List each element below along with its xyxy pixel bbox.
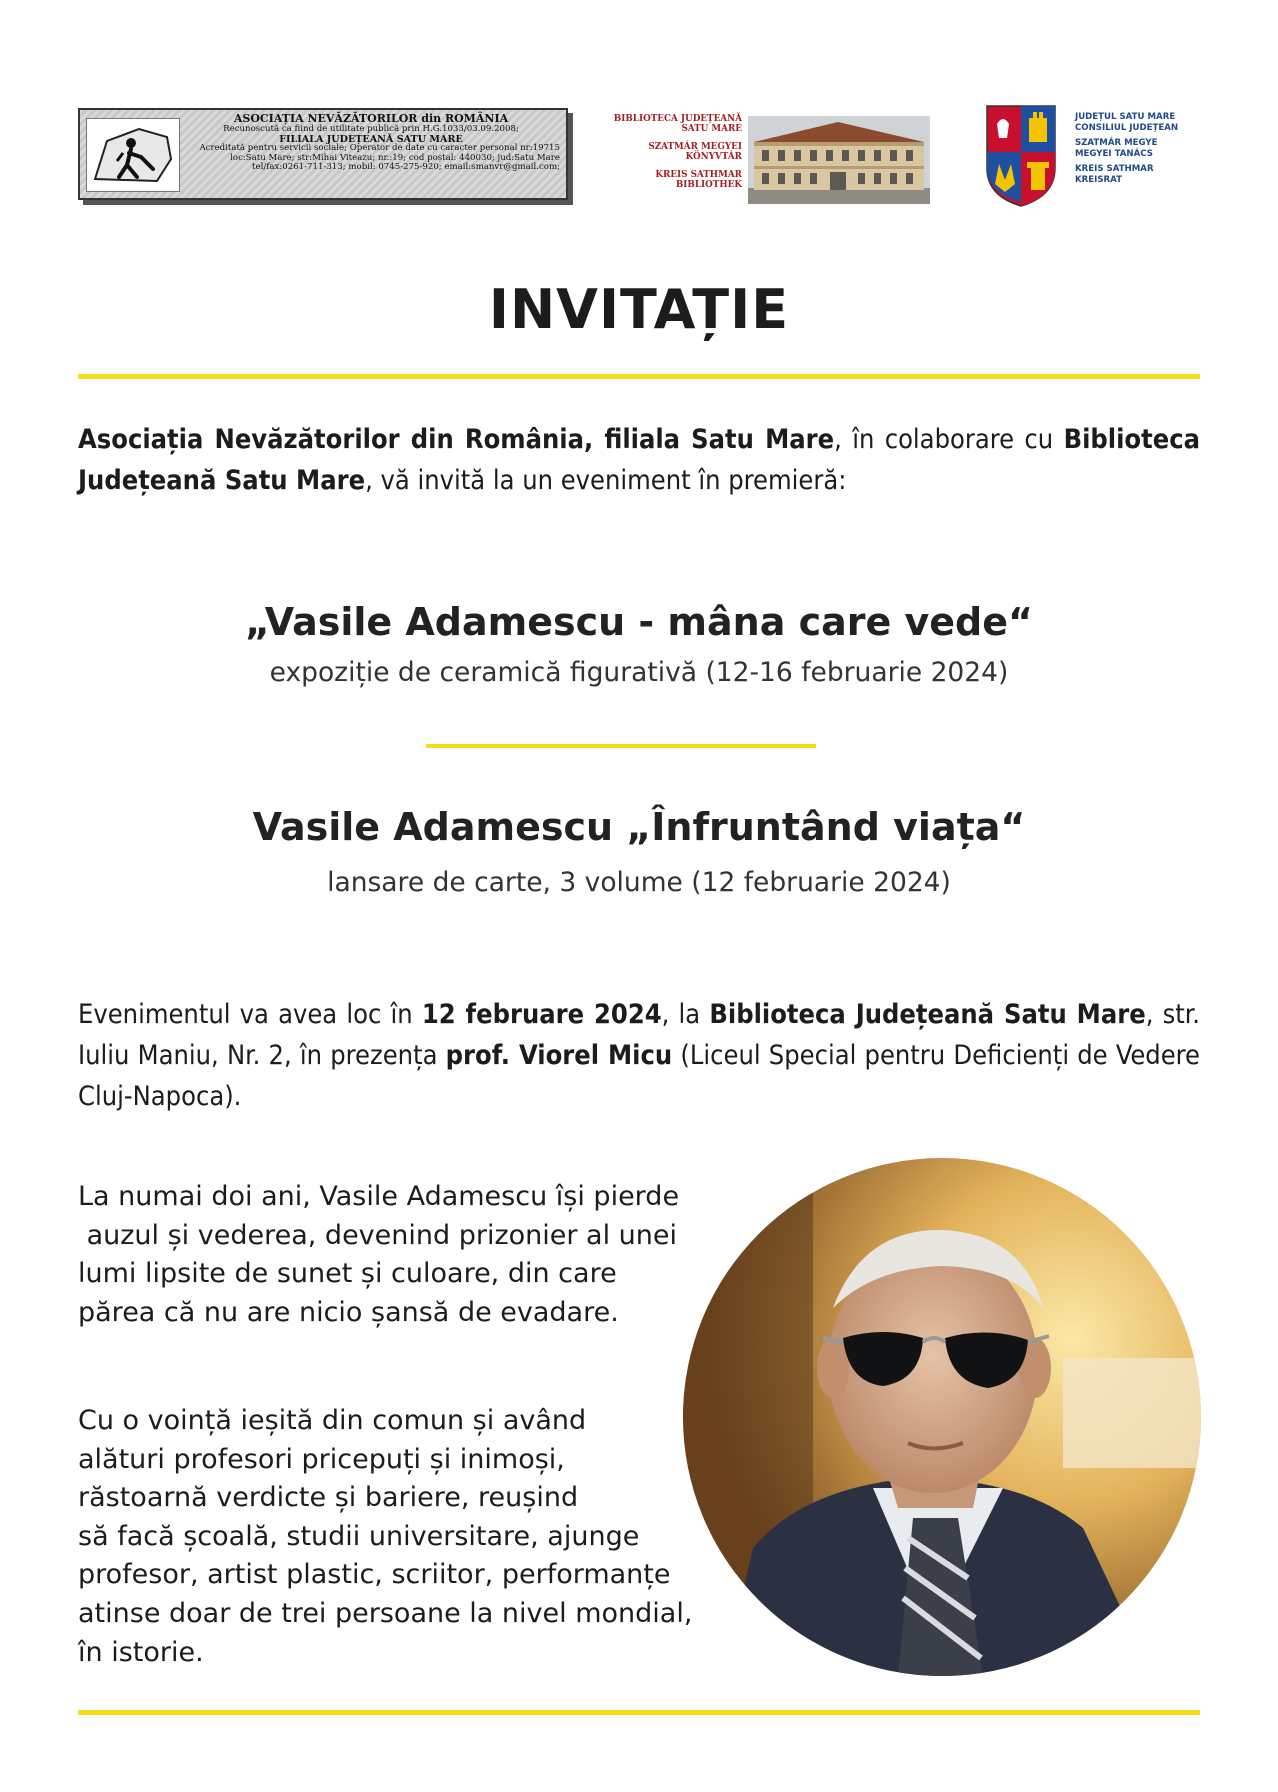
event-text-4: (Liceul Special pentru Deficienți de Vedere Cluj-Napoca). (78, 1040, 1200, 1112)
event-venue: Biblioteca Județeană Satu Mare (709, 999, 1146, 1030)
association-line-3: loc:Satu Mare; str:Mihai Viteazu; nr.:19; cod poștal: 440030; jud:Satu Mare (230, 152, 560, 163)
county-name-de-1: KREIS SATHMAR (1075, 164, 1154, 175)
association-line-4: tel/fax:0261-711-313; mobil: 0745-275-920; email:smanvr@gmail.com; (252, 162, 560, 173)
event-date: 12 februare 2024 (421, 999, 662, 1030)
county-name-hu-1: SZATMÁR MEGYE (1075, 138, 1158, 149)
library-name-hu-2: KÖNYVTÁR (685, 152, 742, 162)
association-line-2: Acreditată pentru servicii sociale; Operator de date cu caracter personal nr:19715 (199, 143, 560, 154)
bio-line: auzul și vederea, devenind prizonier al unei (78, 1219, 678, 1251)
bio-line: atinse doar de trei persoane la nivel mondial, (78, 1597, 693, 1629)
county-name-de-2: KREISRAT (1075, 174, 1122, 185)
bio-line: profesor, artist plastic, scriitor, performanțe (78, 1559, 671, 1591)
bio-line: alături profesori pricepuți și inimoși, (78, 1443, 565, 1475)
library-building-photo (748, 116, 930, 204)
library-name-de-2: BIBLIOTHEK (675, 180, 742, 190)
portrait-photo (683, 1158, 1201, 1676)
page-title: INVITAȚIE (488, 278, 790, 341)
county-name-ro-2: CONSILIUL JUDEȚEAN (1075, 122, 1179, 133)
organizer-name: Asociația Nevăzătorilor din România, filiala Satu Mare (78, 424, 835, 455)
exhibition-subtitle: expoziție de ceramică figurativă (12-16 februarie 2024) (269, 657, 1009, 688)
association-branch: FILIALA JUDEȚEANĂ SATU MARE (279, 133, 463, 145)
intro-text-2: , vă invită la un eveniment în premieră: (365, 465, 847, 496)
partner-name: Biblioteca Județeană Satu Mare (78, 424, 1200, 496)
event-guest: prof. Viorel Micu (445, 1040, 673, 1071)
county-name-ro-1: JUDEȚUL SATU MARE (1075, 112, 1176, 122)
event-text-1: Evenimentul va avea loc în (78, 999, 422, 1030)
bio-line: în istorie. (78, 1636, 204, 1668)
association-line-1: Recunoscută ca fiind de utilitate publică prin H.G.1033/03.09.2008; (223, 124, 519, 134)
bio-line: să facă școală, studii universitare, ajunge (78, 1520, 640, 1552)
library-name-ro-1: BIBLIOTECA JUDEȚEANĂ (613, 114, 742, 124)
event-text-3: , str. Iuliu Maniu, Nr. 2, în prezența (78, 999, 1200, 1071)
county-coat-of-arms-icon (985, 104, 1057, 208)
library-name-de-1: KREIS SATHMAR (655, 170, 742, 180)
association-title: ASOCIAȚIA NEVĂZĂTORILOR din ROMÂNIA (233, 112, 509, 125)
bio-line: răstoarnă verdicte și bariere, reușind (78, 1482, 579, 1514)
bio-line: lumi lipsite de sunet și culoare, din care (78, 1258, 617, 1290)
intro-text-1: , în colaborare cu (834, 424, 1064, 455)
bio-line: Cu o voință ieșită din comun și având (78, 1405, 587, 1436)
bio-line: La numai doi ani, Vasile Adamescu își pierde (78, 1181, 680, 1212)
bio-paragraph-1 (78, 1178, 679, 1332)
blind-person-emblem-icon (86, 118, 180, 192)
book-title: Vasile Adamescu „Înfruntând viața“ (252, 805, 1026, 849)
library-name-ro-2: SATU MARE (681, 124, 742, 134)
intro-paragraph (78, 419, 1200, 501)
title-divider (78, 374, 1200, 379)
association-logo (78, 108, 568, 200)
section-divider (426, 744, 816, 748)
event-text-2: , la (661, 999, 710, 1030)
library-logo (600, 114, 930, 206)
book-subtitle: lansare de carte, 3 volume (12 februarie 2024) (327, 867, 951, 898)
event-details-paragraph (78, 994, 1200, 1117)
footer-divider (78, 1710, 1200, 1715)
county-council-logo (985, 104, 1215, 212)
bio-line: părea că nu are nicio șansă de evadare. (78, 1296, 619, 1328)
county-name-hu-2: MEGYEI TANÁCS (1075, 148, 1153, 159)
bio-paragraph-2 (78, 1402, 692, 1672)
library-name-hu-1: SZATMÁR MEGYEI (648, 142, 742, 152)
exhibition-title: „Vasile Adamescu - mâna care vede“ (245, 600, 1033, 644)
